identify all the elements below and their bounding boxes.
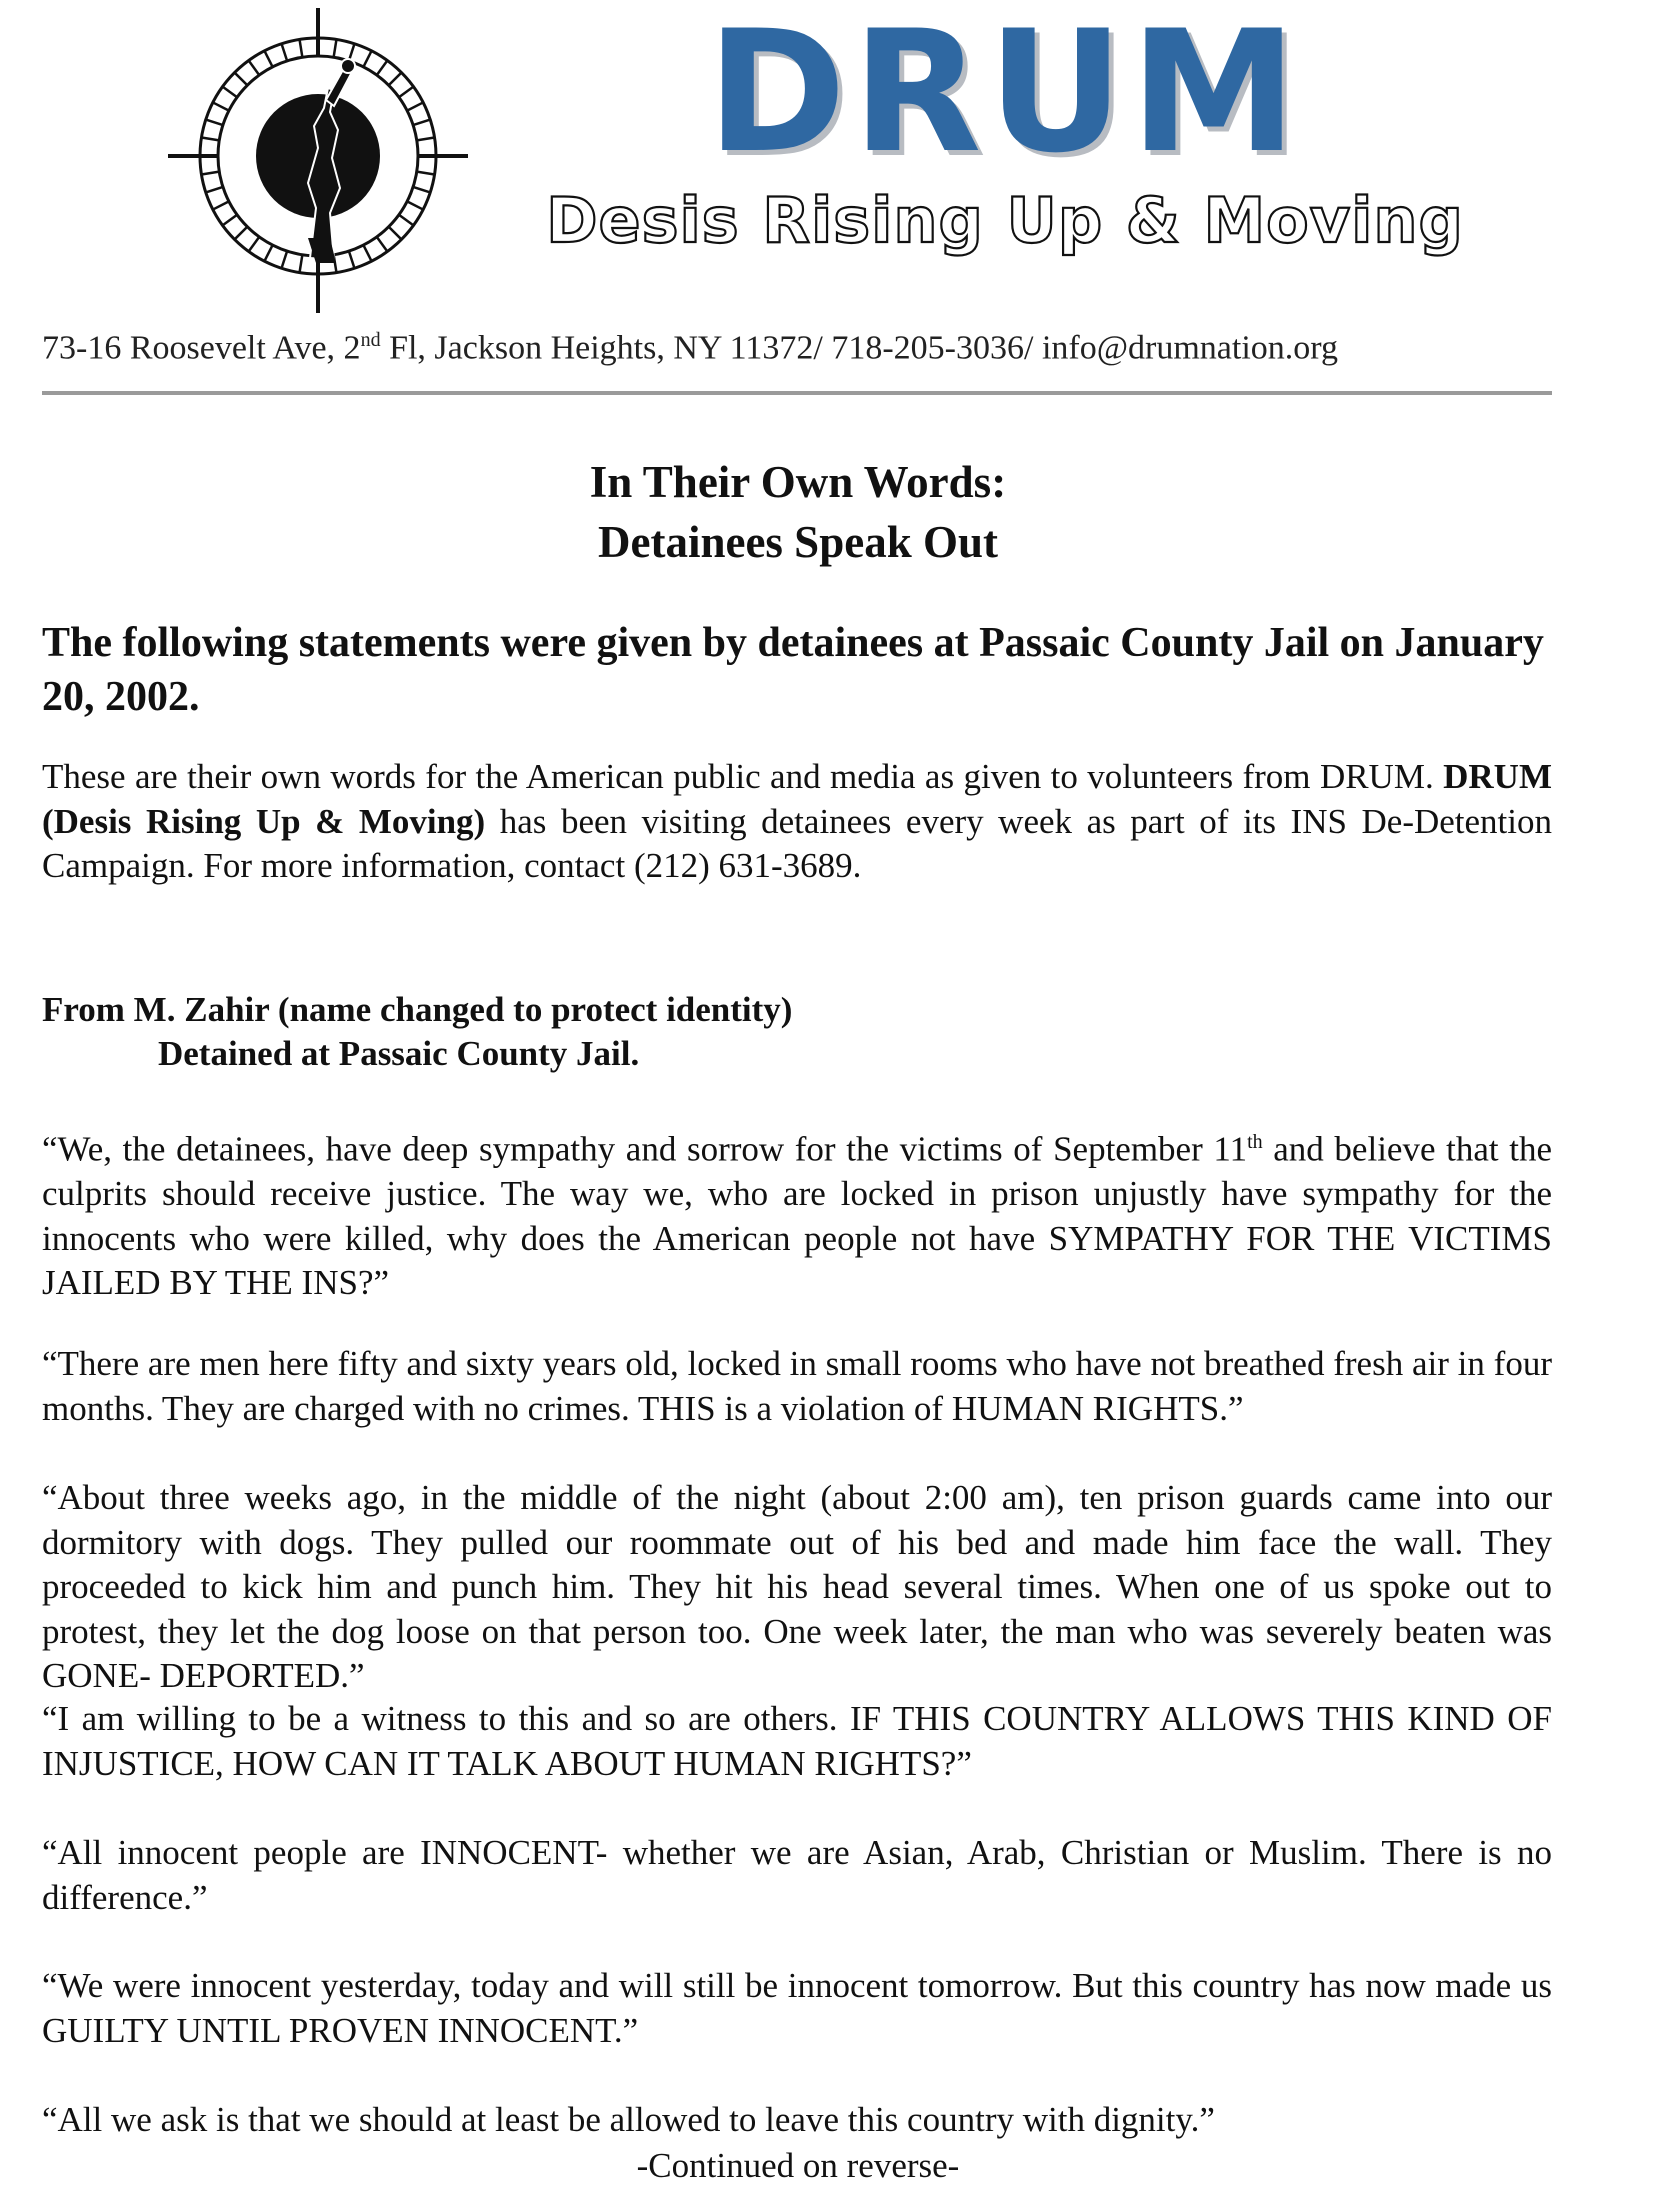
address-superscript: nd xyxy=(360,329,381,351)
quote-paragraph: “There are men here fifty and sixty years old, locked in small rooms who have not breathed fresh air in four months. They are charged with no crimes. THIS is a violation of HUMAN RIGHTS.” xyxy=(42,1344,1552,1428)
logo-ring-rung xyxy=(282,251,288,268)
logo-ring-rung xyxy=(235,227,248,240)
logo-ring-rung xyxy=(300,39,303,57)
intro-text: These are their own words for the American public and media as given to volunteers from DRUM. xyxy=(42,757,1444,796)
logo-ring-rung xyxy=(282,44,288,61)
logo-ring-rung xyxy=(389,227,402,240)
logo-ring-rung xyxy=(413,120,430,126)
logo-ring-rung xyxy=(389,73,402,86)
logo-ring-rung xyxy=(300,255,303,273)
logo-ring-rung xyxy=(213,201,229,209)
logo-ring-rung xyxy=(417,172,435,175)
logo-ring-rung xyxy=(349,251,355,268)
drum-logo-emblem xyxy=(168,8,468,313)
quote-text: and believe that the culprits should receive justice. The way we, who are locked in prison unjustly have sympathy for the innocents who were killed, why does the American people not have SYMPATHY FOR THE VICTIMS JAILED BY THE INS?” xyxy=(42,1129,1552,1303)
intro-paragraph xyxy=(42,755,1552,889)
logo-ring-rung xyxy=(249,61,260,76)
contact-address xyxy=(42,318,1542,370)
logo-ring-rung xyxy=(399,87,414,98)
brand-wordmark: DRUM xyxy=(706,0,1304,190)
logo-ring-rung xyxy=(363,51,371,67)
quote-paragraph xyxy=(42,1120,1552,1306)
intro-org-name: DRUM (Desis Rising Up & Moving) xyxy=(42,757,1552,841)
quote-paragraph: “I am willing to be a witness to this and so are others. IF THIS COUNTRY ALLOWS THIS KIND OF INJUSTICE, HOW CAN IT TALK ABOUT HUMAN RIGHTS?” xyxy=(42,1699,1552,1783)
logo-ring-rung xyxy=(206,120,223,126)
address-part: 73-16 Roosevelt Ave, 2 xyxy=(42,329,361,367)
quote-paragraph: “All we ask is that we should at least be allowed to leave this country with dignity.” xyxy=(42,2100,1215,2139)
logo-ring-rung xyxy=(201,138,219,141)
logo-ring-rung xyxy=(249,237,260,252)
logo-ring-rung xyxy=(334,39,337,57)
address-part: Fl, Jackson Heights, NY 11372/ 718-205-3036/ info@drumnation.org xyxy=(380,329,1338,367)
page-title-line-1: In Their Own Words: xyxy=(589,457,1007,507)
quote-text: “We, the detainees, have deep sympathy and sorrow for the victims of September 11 xyxy=(42,1129,1248,1169)
logo-ring-rung xyxy=(264,245,272,261)
logo-ring-rung xyxy=(223,215,238,226)
continued-note: -Continued on reverse- xyxy=(636,2146,960,2185)
logo-ring-rung xyxy=(407,201,423,209)
quote-paragraph: “We were innocent yesterday, today and will still be innocent tomorrow. But this country has now made us GUILTY UNTIL PROVEN INNOCENT.” xyxy=(42,1966,1552,2050)
logo-ring-rung xyxy=(201,172,219,175)
page-title-line-2: Detainees Speak Out xyxy=(597,517,998,567)
logo-ring-rung xyxy=(413,187,430,193)
logo-ring-rung xyxy=(213,102,229,110)
logo-ring-rung xyxy=(363,245,371,261)
attribution-location: Detained at Passaic County Jail. xyxy=(158,1034,640,1073)
logo-ring-rung xyxy=(206,187,223,193)
quote-paragraph: “About three weeks ago, in the middle of the night (about 2:00 am), ten prison guards came into our dormitory with dogs. They pulled our roommate out of his bed and made him face the wall. They proceeded to kick him and punch him. They hit his head several times. When one of us spoke out to protest, they let the dog loose on that person too. One week later, the man who was severely beaten was GONE- DEPORTED.” xyxy=(42,1478,1552,1695)
header-divider xyxy=(42,391,1552,395)
logo-ring-rung xyxy=(417,138,435,141)
quote-paragraph: “All innocent people are INNOCENT- whether we are Asian, Arab, Christian or Muslim. There is no difference.” xyxy=(42,1833,1552,1917)
logo-ring-rung xyxy=(407,102,423,110)
intro-text: has been visiting detainees every week as part of its INS De-Detention Campaign. For more information, contact (212) 631-3689. xyxy=(42,801,1552,885)
brand-tagline: Desis Rising Up & Moving xyxy=(546,184,1464,257)
logo-ring-rung xyxy=(235,73,248,86)
logo-ring-rung xyxy=(377,237,388,252)
logo-ring-rung xyxy=(223,87,238,98)
quote-superscript: th xyxy=(1247,1131,1263,1153)
logo-ring-rung xyxy=(399,215,414,226)
lead-statement: The following statements were given by detainees at Passaic County Jail on January 20, 2002. xyxy=(42,620,1544,720)
logo-ring-rung xyxy=(264,51,272,67)
attribution-name: From M. Zahir (name changed to protect identity) xyxy=(42,990,793,1029)
logo-ring-rung xyxy=(377,61,388,76)
